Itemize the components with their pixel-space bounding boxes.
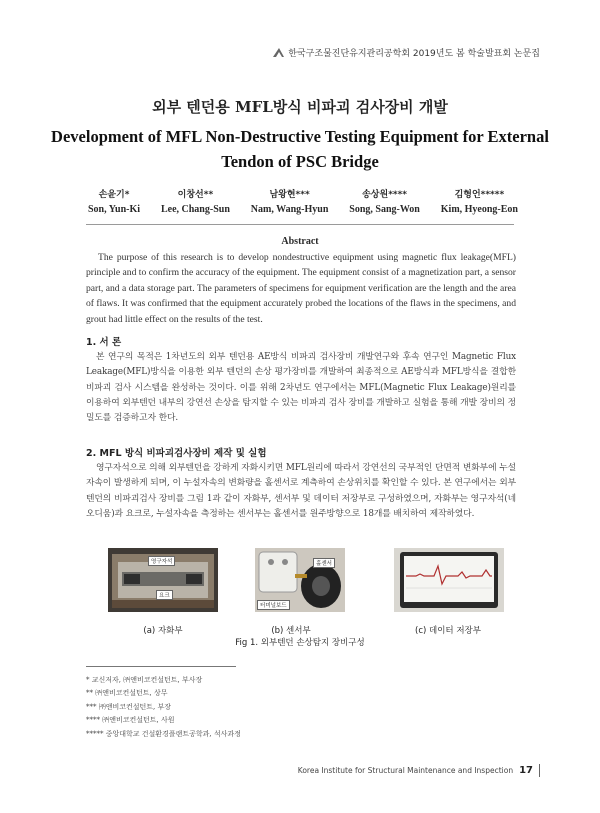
- author-name-en: Lee, Chang-Sun: [160, 204, 230, 215]
- author: [251, 187, 329, 215]
- label-permanent-magnet: 영구자석: [148, 556, 175, 566]
- section-heading-introduction: 1. 서 론: [86, 337, 122, 348]
- subcaption-b: (b) 센서부: [271, 626, 311, 636]
- author-name-ko: 송상원****: [362, 190, 408, 200]
- subcaption-c: (c) 데이터 저장부: [415, 626, 481, 636]
- label-terminal-board: 터미널보드: [257, 600, 290, 610]
- author: [349, 187, 420, 215]
- section-body-introduction: 본 연구의 목적은 1차년도의 외부 텐던용 AE방식 비파괴 검사장비 개발연구와 후속 연구인 Magnetic Flux Leakage(MFL)방식을 이용한 외부 텐던의 손상 평가장비를 개발하여 최종적으로 AE방식과 MFL방식을 결합한 비파괴 검사 시스템을 완성하는 것이다. 이를 위해 2차년도 연구에서는 MFL(Magnetic Flux Leakage)원리를 이용하여 외부텐던 내부의 강연선 손상을 탐지할 수 있는 비파괴 검사 장비를 개발하고 실험을 통해 개발 장비의 정밀도를 검증하고자 한다.: [86, 352, 516, 424]
- title-korean: 외부 텐던용 MFL방식 비파괴 검사장비 개발: [152, 98, 448, 116]
- footnotes: [86, 674, 241, 741]
- title-english-line2: Tendon of PSC Bridge: [221, 152, 379, 171]
- footnote: ** ㈜앤비코컨설턴트, 상무: [86, 689, 168, 698]
- abstract-body: The purpose of this research is to develop nondestructive equipment using magnetic flux leakage(MFL) principle and to confirm the accuracy of the equipment. The equipment consist of a magnetization part, a sensor part, and a data storage part. The parameters of specimens for equipment verification are the length and the area of flaws. It was confirmed that the equipment accurately probed the locations of the flaws in the specimens, and grout had little effect on the results of the test.: [86, 252, 516, 325]
- author-name-ko: 이창선**: [177, 190, 214, 200]
- author-name-en: Song, Sang-Won: [349, 204, 420, 215]
- footnote: *** ㈜앤비코컨설턴트, 부장: [86, 702, 172, 711]
- author: [161, 187, 230, 215]
- author-name-en: Nam, Wang-Hyun: [250, 204, 329, 215]
- figure-1: [108, 548, 508, 626]
- header-text: 한국구조물진단유지관리공학회 2019년도 봄 학술발표회 논문집: [288, 49, 540, 59]
- author-list: [88, 187, 518, 215]
- author-name-ko: 손윤기*: [98, 190, 130, 200]
- label-hall-sensor: 홀센서: [313, 558, 335, 568]
- magnetization-part-photo: [108, 548, 218, 612]
- footnote: ***** 중앙대학교 건설환경플랜트공학과, 석사과정: [86, 729, 241, 738]
- subcaption-a: (a) 자화부: [143, 626, 183, 636]
- abstract-heading: Abstract: [281, 236, 319, 247]
- title-english: [40, 124, 560, 174]
- footer-journal: Korea Institute for Structural Maintenance and Inspection: [297, 766, 514, 775]
- label-yoke: 요크: [156, 590, 173, 600]
- footnote-divider: [86, 666, 236, 667]
- page-number: 17: [519, 765, 533, 776]
- logo-triangle-icon: [273, 48, 284, 58]
- data-storage-photo: [394, 548, 504, 612]
- author: [441, 187, 518, 215]
- page-footer: [298, 764, 540, 777]
- footer-bar: [539, 764, 540, 777]
- author-name-ko: 남왕현***: [269, 190, 310, 200]
- footnote: * 교신저자, ㈜앤비코컨설턴트, 부사장: [86, 676, 203, 684]
- author-name-en: Son, Yun-Ki: [88, 204, 141, 215]
- author: [88, 187, 140, 215]
- title-english-line1: Development of MFL Non-Destructive Testing Equipment for External: [51, 127, 549, 146]
- divider: [86, 224, 514, 225]
- author-name-en: Kim, Hyeong-Eon: [440, 204, 518, 215]
- section-heading-equipment: 2. MFL 방식 비파괴검사장비 제작 및 실험: [86, 448, 267, 459]
- running-header: [273, 46, 540, 59]
- figure-caption: Fig 1. 외부텐던 손상탐지 장비구성: [235, 638, 365, 648]
- section-body-equipment: 영구자석으로 의해 외부텐던을 강하게 자화시키면 MFL원리에 따라서 강연선의 국부적인 단면적 변화부에 누설자속이 발생하게 되며, 이 누설자속의 변화량을 홀센서로 계측하여 손상위치를 확인할 수 있다. 본 연구에서는 외부텐던의 비파괴검사 장비를 그림 1과 같이 자화부, 센서부 및 데이터 저장부로 구성하였으며, 자화부는 영구자석(네오디움)과 요크로, 누설자속을 측정하는 센서부는 홀센서를 원주방향으로 18개를 배치하여 제작하였다.: [86, 463, 516, 519]
- sensor-part-photo: [255, 548, 345, 612]
- author-name-ko: 김형언*****: [454, 190, 505, 200]
- footnote: **** ㈜앤비코컨설턴트, 사원: [86, 716, 175, 725]
